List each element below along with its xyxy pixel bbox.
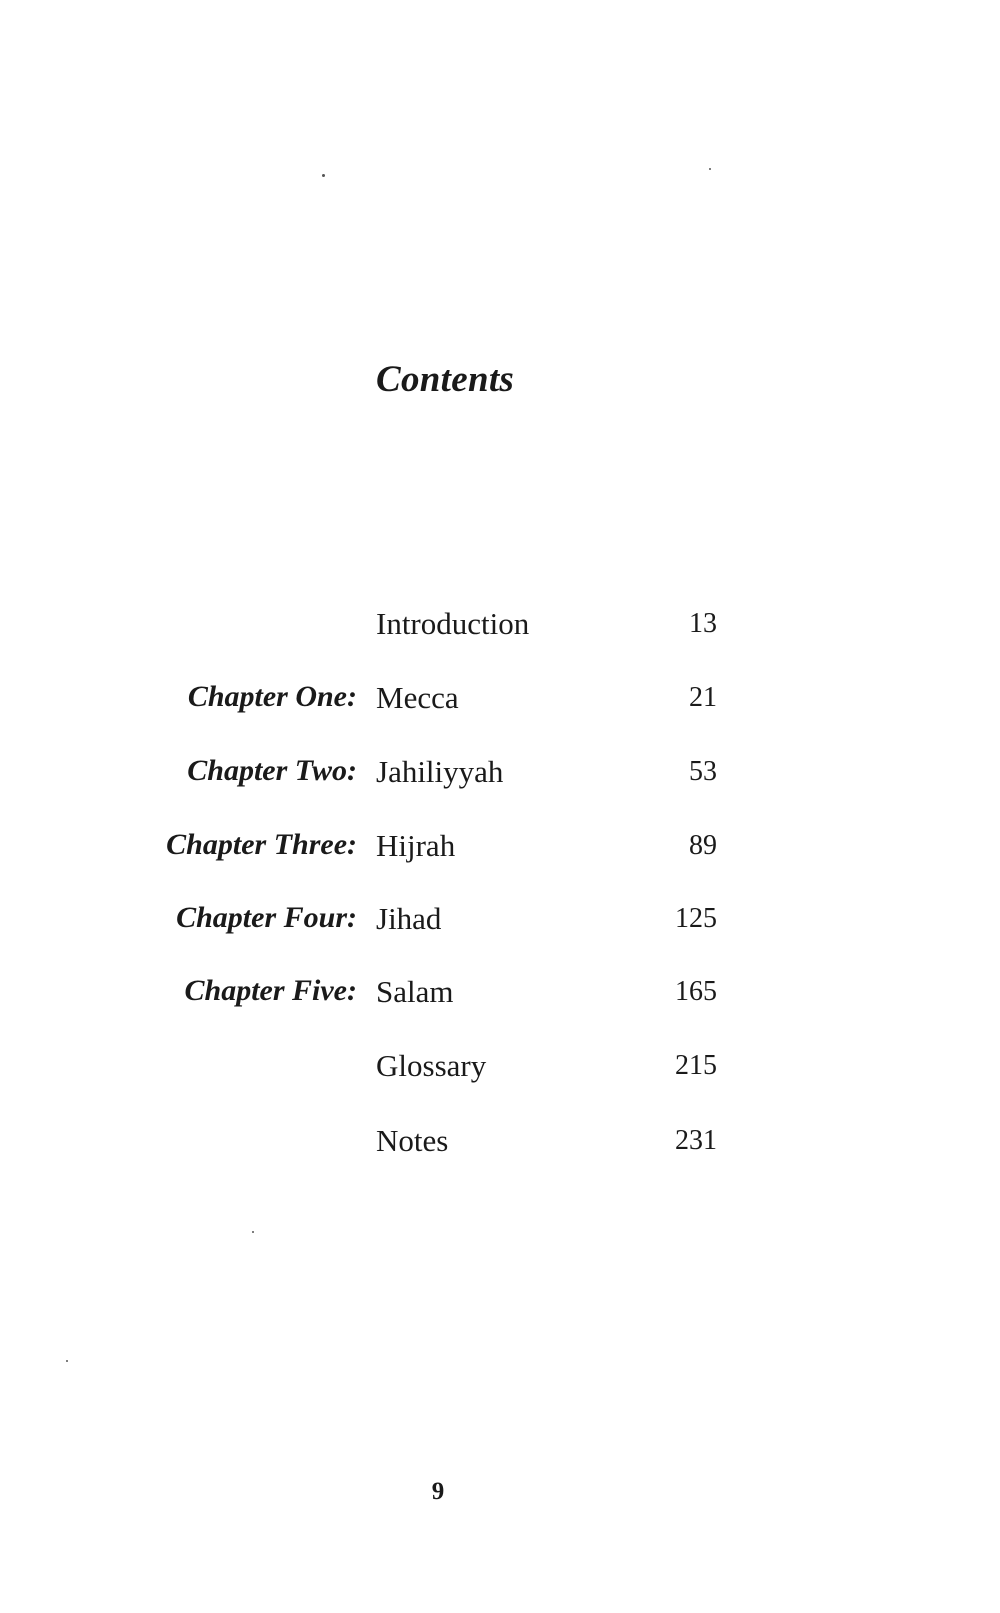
toc-row-glossary (0, 1048, 1000, 1096)
toc-row-notes (0, 1123, 1000, 1171)
print-speck (66, 1360, 68, 1362)
page-folio: 9 (431, 1478, 445, 1505)
entry-title: Glossary (376, 1048, 487, 1083)
entry-title: Salam (376, 974, 454, 1009)
chapter-label: Chapter Two: (187, 754, 357, 787)
page-number: 165 (675, 976, 717, 1007)
chapter-label: Chapter One: (187, 680, 357, 713)
print-speck (322, 174, 325, 177)
entry-title: Introduction (376, 606, 530, 641)
page-number: 125 (675, 903, 717, 934)
chapter-label: Chapter Three: (166, 828, 357, 861)
entry-title: Mecca (376, 680, 459, 715)
page-number: 21 (689, 682, 717, 713)
toc-row-chapter-two (0, 754, 1000, 802)
page-title: Contents (376, 359, 515, 400)
toc-row-chapter-one (0, 680, 1000, 728)
print-speck (252, 1231, 254, 1233)
page-number: 215 (675, 1050, 717, 1081)
toc-row-chapter-five (0, 974, 1000, 1022)
toc-row-chapter-three (0, 828, 1000, 876)
entry-title: Notes (376, 1123, 449, 1158)
page-number: 231 (675, 1125, 717, 1156)
page-number: 13 (689, 608, 717, 639)
print-speck (709, 168, 711, 170)
page-number: 89 (689, 830, 717, 861)
toc-row-introduction (0, 606, 1000, 654)
entry-title: Hijrah (376, 828, 456, 863)
toc-row-chapter-four (0, 901, 1000, 949)
chapter-label: Chapter Five: (184, 974, 357, 1007)
page-number: 53 (689, 756, 717, 787)
entry-title: Jihad (376, 901, 442, 936)
chapter-label: Chapter Four: (176, 901, 357, 934)
entry-title: Jahiliyyah (376, 754, 504, 789)
